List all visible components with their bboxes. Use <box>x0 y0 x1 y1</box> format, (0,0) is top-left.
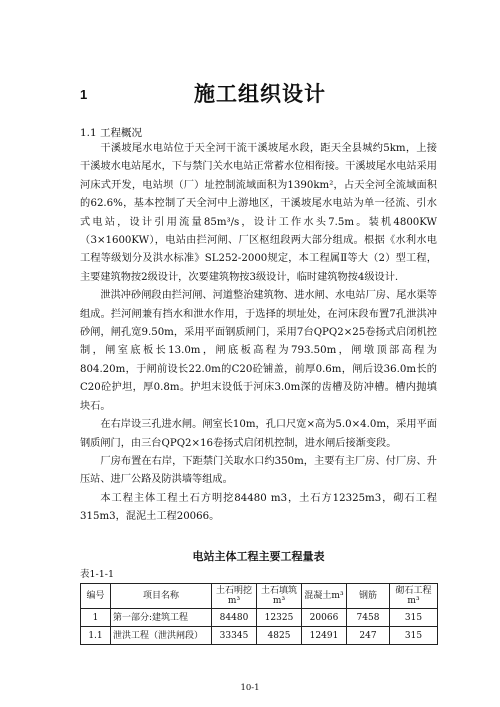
paragraph: 厂房布置在右岸，下距禁门关取水口约350m，主要有主厂房、付厂房、升压站、进厂公路及防洪墙等组成。 <box>80 455 437 486</box>
header-cell: 编号 <box>81 584 111 609</box>
table-cell: 1 <box>81 609 111 627</box>
table-cell: 315 <box>390 627 438 645</box>
paragraph: 本工程主体工程土石方明挖84480 m3，土石方12325m3，砌石工程315m3，混泥土工程20066。 <box>80 492 437 523</box>
header-cell: 项目名称 <box>111 584 212 609</box>
table-cell: 12491 <box>302 627 347 645</box>
page-number: 10-1 <box>240 683 260 693</box>
body-text <box>80 140 437 527</box>
table-header-row <box>81 584 438 609</box>
paragraph: 干溪坡尾水电站位于天全河干流干溪坡尾水段，距天全县城约5km，上接干溪坡水电站尾水，下与禁门关水电站正常蓄水位相衔接。干溪坡尾水电站采用河床式开发，电站坝（厂）址控制流域面积为1390km²，占天全河全流域面积的62.6%，基本控制了天全河中上游地区，干溪坡尾水电站为单一径流、引水式电站，设计引用流量85m³/s，设计工作水头7.5m。装机4800KW（3×1600KW），电站由拦河闸、厂区枢纽段两大部分组成。根据《水利水电工程等级划分及洪水标准》SL252-2000规定，本工程属Ⅱ等大（2）型工程，主要建筑物按2级设计，次要建筑物按3级设计，临时建筑物按4级设计. <box>80 143 437 283</box>
table-cell: 7458 <box>347 609 390 627</box>
header-cell: 钢筋 <box>347 584 390 609</box>
table-cell: 12325 <box>257 609 302 627</box>
table-cell: 247 <box>347 627 390 645</box>
header-cell: 混凝土m³ <box>302 584 347 609</box>
table-cell: 20066 <box>302 609 347 627</box>
header-cell: 土石填筑m³ <box>257 584 302 609</box>
paragraph: 在右岸设三孔进水闸。闸室长10m，孔口尺宽×高为5.0×4.0m，采用平面钢质闸门，由三台QPQ2×16卷扬式启闭机控制，进水闸后接渐变段。 <box>80 419 437 449</box>
table-cell: 33345 <box>212 627 257 645</box>
section-heading: 1.1 工程概况 <box>80 127 143 139</box>
paragraph: 泄洪冲砂闸段由拦河闸、河道整治建筑物、进水闸、水电站厂房、尾水渠等组成。拦河闸兼有挡水和泄水作用，于选择的坝址处，在河床段布置7孔泄洪冲砂闸，闸孔宽9.50m，采用平面钢质闸门，采用7台QPQ2×25卷扬式启闭机控制，闸室底板长13.0m，闸底板高程为793.50m，闸墩顶部高程为804.20m，于闸前设长22.0m的C20砼铺盖，前厚0.6m，闸后设36.0m长的C20砼护坦，厚0.8m。护坦末设低于河床3.0m深的齿槽及防冲槽。槽内抛填块石。 <box>80 290 437 412</box>
quantity-table <box>80 583 438 645</box>
table-cell: 泄洪工程（泄洪闸段） <box>111 627 212 645</box>
table-cell: 第一部分:建筑工程 <box>111 609 212 627</box>
table-row <box>81 627 438 645</box>
table-cell: 315 <box>390 609 438 627</box>
table-cell: 4825 <box>257 627 302 645</box>
chapter-title: 施工组织设计 <box>194 81 326 106</box>
table-id: 表1-1-1 <box>80 569 115 580</box>
table-cell: 84480 <box>212 609 257 627</box>
table-title: 电站主体工程主要工程量表 <box>192 550 325 563</box>
header-cell: 土石明挖m³ <box>212 584 257 609</box>
chapter-number: 1 <box>80 87 88 102</box>
table-row <box>81 609 438 627</box>
header-cell: 砌石工程m³ <box>390 584 438 609</box>
chapter-heading <box>80 78 440 108</box>
table-cell: 1.1 <box>81 627 111 645</box>
